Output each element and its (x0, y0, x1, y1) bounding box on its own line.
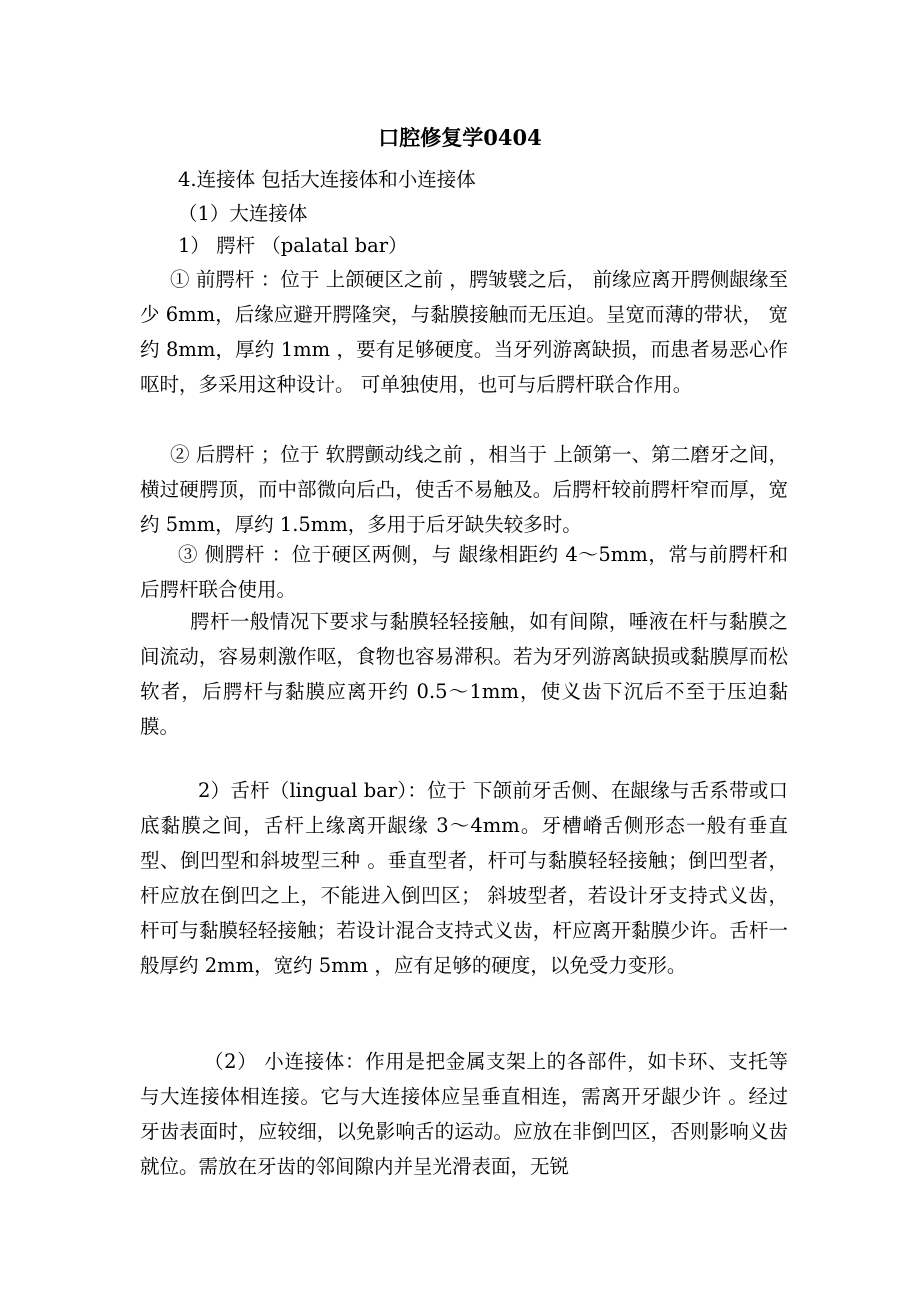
paragraph-minor-connector: （2） 小连接体：作用是把金属支架上的各部件，如卡环、支托等与大连接体相连接。它与大连接体应呈垂直相连，需离开牙龈少许 。经过牙齿表面时，应较细，以免影响舌的运动。应放在非倒凹区，否则影响义齿就位。需放在牙齿的邻间隙内并呈光滑表面，无锐 (140, 1050, 788, 1178)
paragraph-lingual-bar: 2）舌杆（lingual bar）：位于 下颌前牙舌侧、在龈缘与舌系带或口底黏膜之间，舌杆上缘离开龈缘 3～4mm。牙槽嵴舌侧形态一般有垂直型、倒凹型和斜坡型三种 。垂直型者，杆可与黏膜轻轻接触；倒凹型者，杆应放在倒凹之上，不能进入倒凹区； 斜坡型者，若设计牙支持式义齿，杆可与黏膜轻轻接触；若设计混合支持式义齿，杆应离开黏膜少许。舌杆一般厚约 2mm，宽约 5mm ，应有足够的硬度，以免受力变形。 (140, 779, 788, 977)
paragraph-back-palatal-bar: ② 后腭杆 ；位于 软腭颤动线之前 ，相当于 上颌第一、第二磨牙之间，横过硬腭顶，而中部微向后凸，使舌不易触及。后腭杆较前腭杆窄而厚，宽约 5mm，厚约 1.5mm，多用于后牙缺失较多时。 (140, 443, 788, 536)
section-heading-connectors: 4.连接体 包括大连接体和小连接体 (178, 168, 476, 191)
page-title: 口腔修复学0404 (378, 125, 542, 150)
paragraph-side-palatal-bar: ③ 侧腭杆 ：位于硬区两侧，与 龈缘相距约 4～5mm，常与前腭杆和后腭杆联合使用。 (140, 543, 788, 601)
paragraph-palatal-bar-general: 腭杆一般情况下要求与黏膜轻轻接触，如有间隙，唾液在杆与黏膜之间流动，容易刺激作呕，食物也容易滞积。若为牙列游离缺损或黏膜厚而松软者，后腭杆与黏膜应离开约 0.5～1mm，使义齿下沉后不至于压迫黏膜。 (140, 610, 788, 738)
item-palatal-bar: 1） 腭杆 （palatal bar） (178, 234, 408, 257)
subsection-major-connector: （1）大连接体 (178, 202, 308, 225)
paragraph-front-palatal-bar: ① 前腭杆 ：位于 上颌硬区之前 ，腭皱襞之后， 前缘应离开腭侧龈缘至少 6mm，后缘应避开腭隆突，与黏膜接触而无压迫。呈宽而薄的带状， 宽约 8mm，厚约 1mm ，要有足够硬度。当牙列游离缺损，而患者易恶心作呕时，多采用这种设计。 可单独使用，也可与后腭杆联合作用。 (140, 268, 788, 396)
